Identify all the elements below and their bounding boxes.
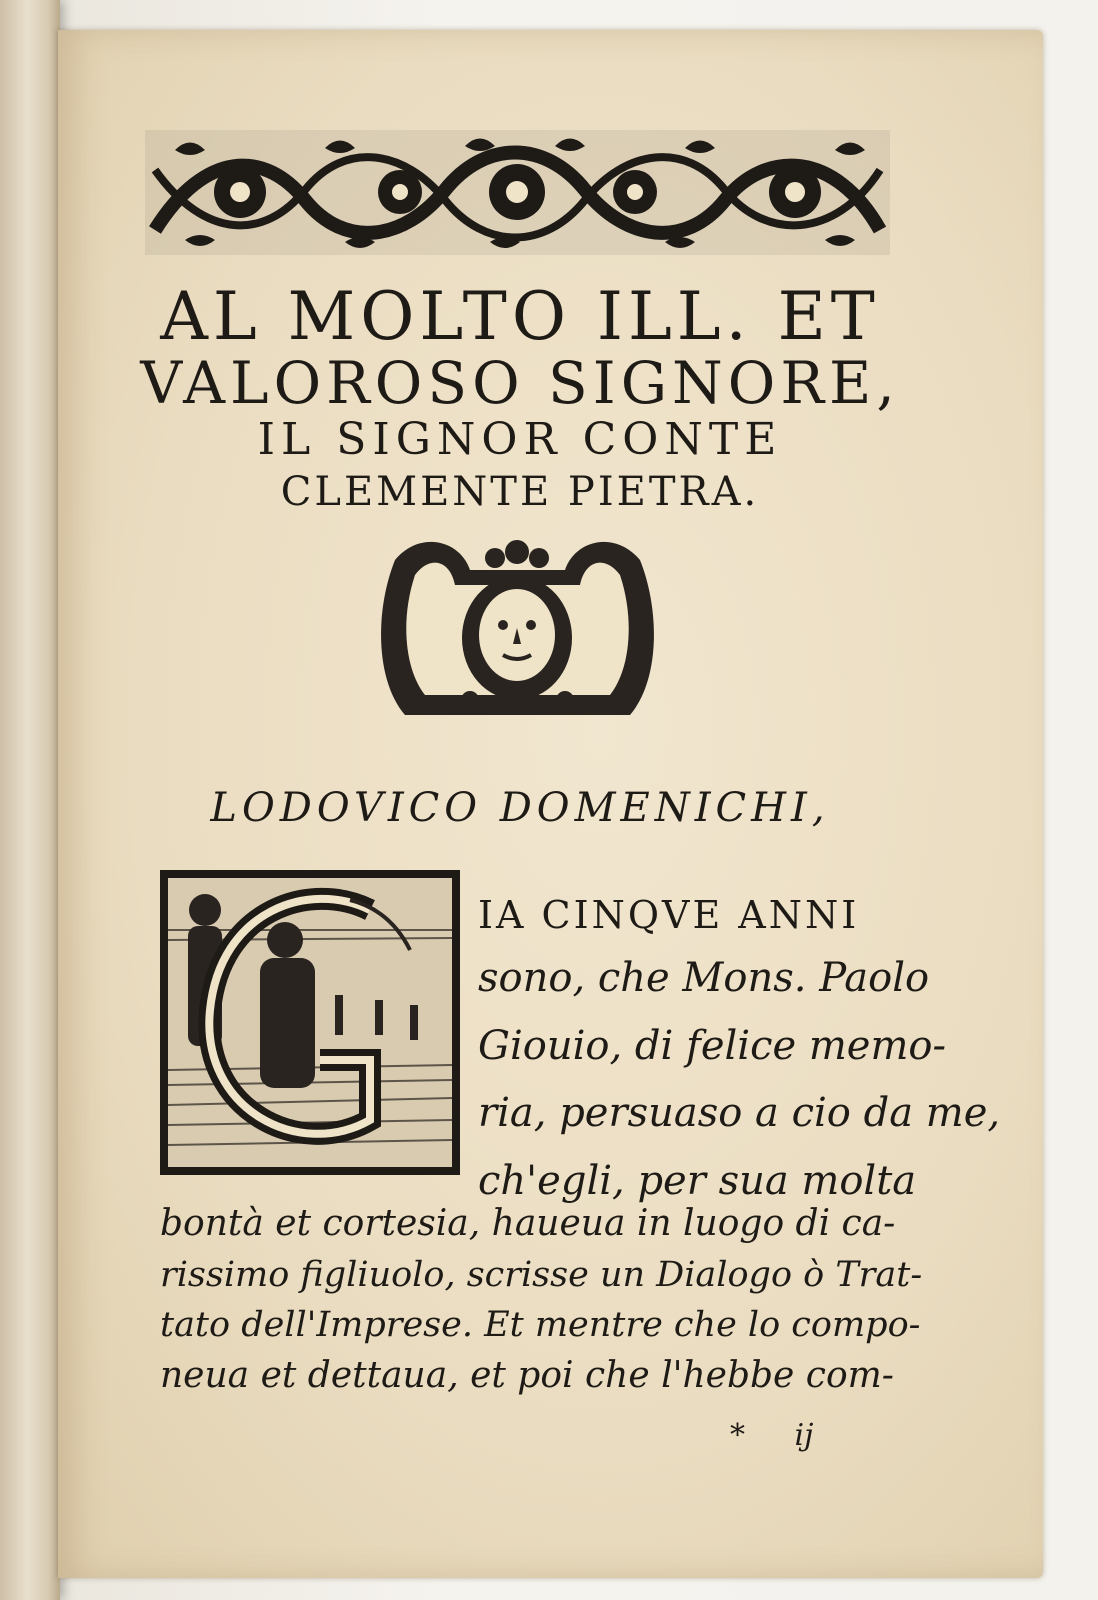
title-line-4: CLEMENTE PIETRA. — [280, 469, 760, 515]
text-line: tato dell'Imprese. Et mentre che lo compo- — [160, 1305, 921, 1345]
woodcut-initial-g — [160, 870, 460, 1175]
text-line: ch'egli, per sua molta — [478, 1158, 917, 1204]
text-line: sono, che Mons. Paolo — [478, 955, 930, 1001]
text-line: rissimo figliuolo, scrisse un Dialogo ò Trat- — [160, 1255, 923, 1295]
signature-mark — [730, 1418, 813, 1453]
signature-roman: ij — [794, 1418, 814, 1453]
floral-headpiece-ornament — [145, 130, 890, 255]
show-through-text — [618, 460, 958, 920]
text-line: Giouio, di felice memo- — [478, 1023, 946, 1069]
title-line-1: AL MOLTO ILL. ET — [160, 278, 880, 355]
text-line: neua et dettaua, et poi che l'hebbe com- — [160, 1355, 894, 1396]
text-line: ria, persuaso a cio da me, — [478, 1090, 1001, 1136]
book-binding — [0, 0, 60, 1600]
title-line-3: IL SIGNOR CONTE — [257, 414, 783, 465]
title-line-2: VALOROSO SIGNORE, — [140, 349, 900, 417]
text-line: bontà et cortesia, haueua in luogo di ca- — [160, 1203, 896, 1244]
first-line-caps: IA CINQVE ANNI — [478, 893, 860, 937]
signature-star: * — [730, 1418, 745, 1453]
author-name: LODOVICO DOMENICHI, — [210, 785, 830, 831]
mask-cartouche-ornament — [375, 530, 660, 730]
dedication-title — [120, 278, 920, 518]
